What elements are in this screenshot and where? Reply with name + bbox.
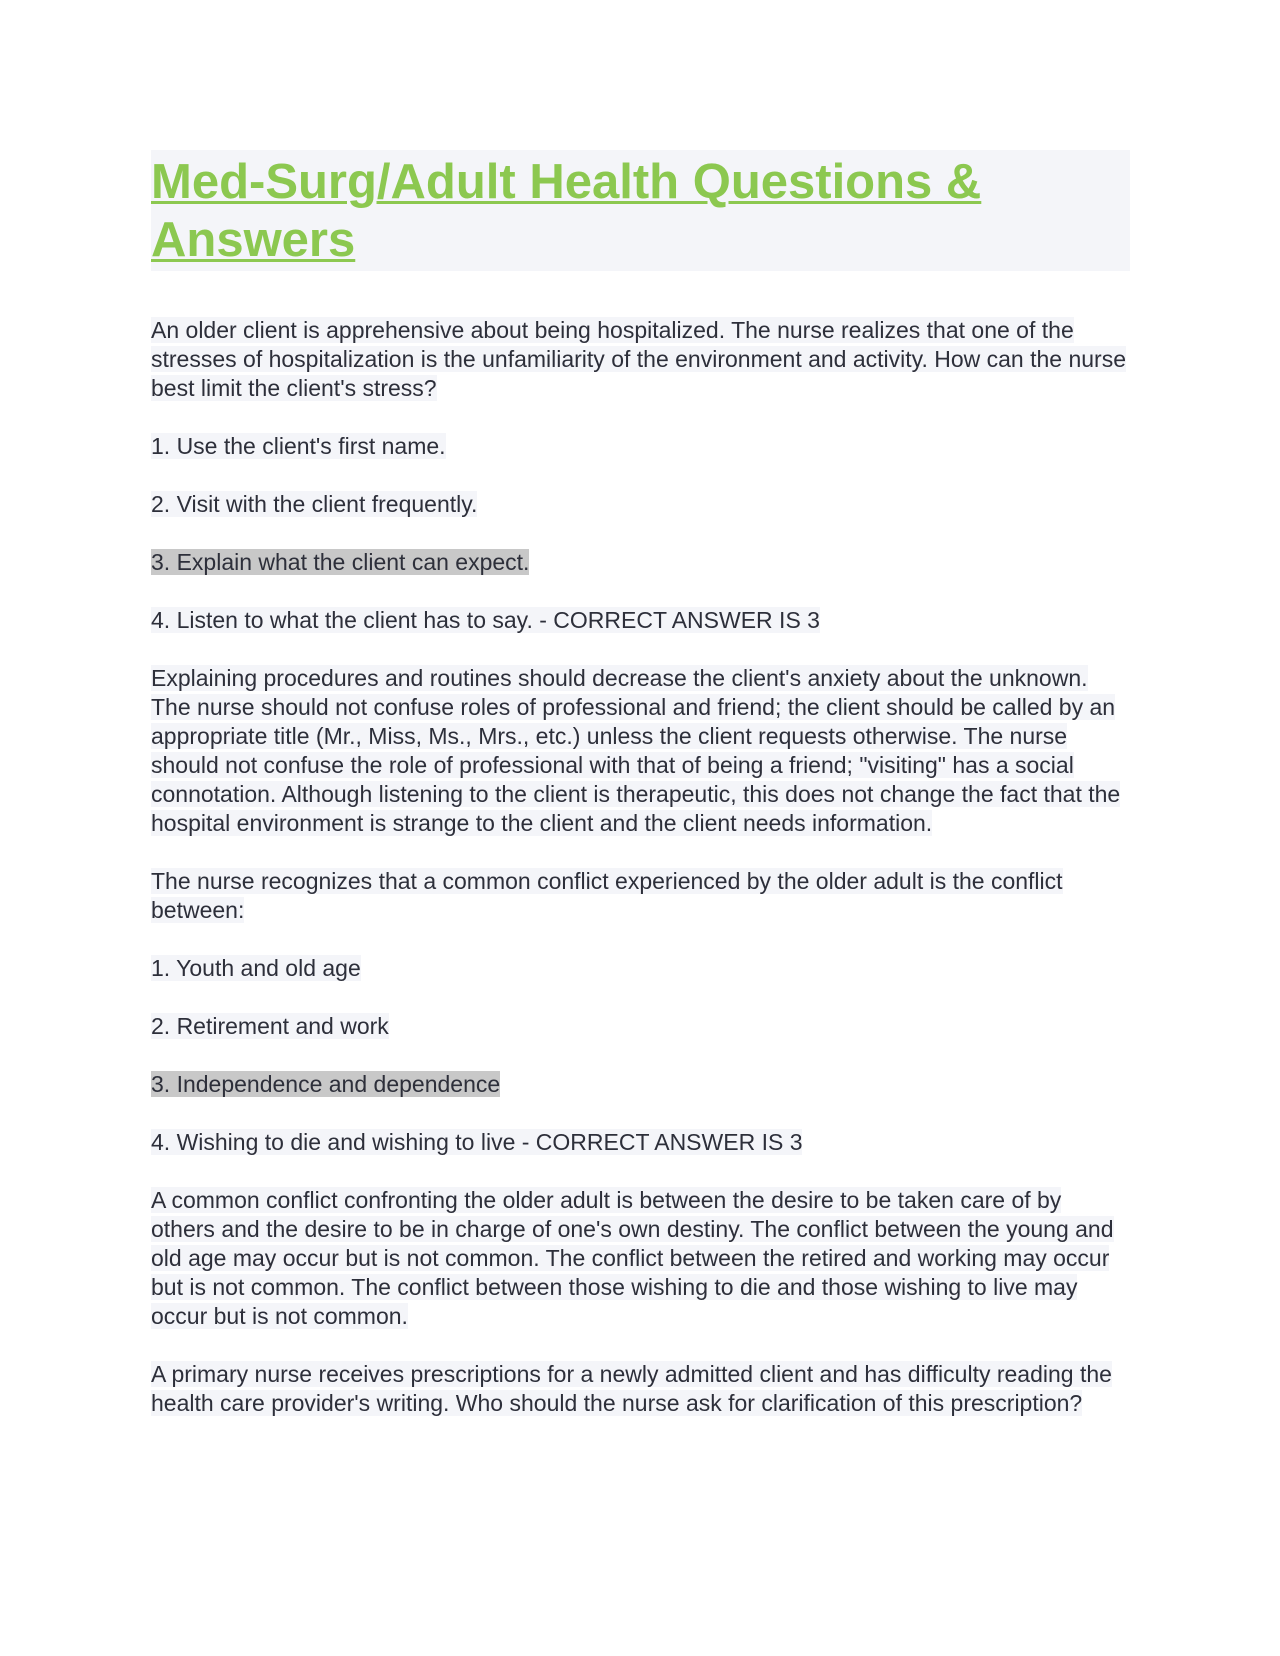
q2-option-4-span: 4. Wishing to die and wishing to live - CORRECT ANSWER IS 3 xyxy=(151,1129,803,1155)
q2-option-3-correct xyxy=(151,1070,1130,1099)
q2-option-4 xyxy=(151,1128,1130,1157)
question-3-span: A primary nurse receives prescriptions for a newly admitted client and has difficulty reading the health care provider's writing. Who should the nurse ask for clarification of this prescription? xyxy=(151,1361,1112,1416)
title-box xyxy=(151,150,1130,271)
q2-option-2-span: 2. Retirement and work xyxy=(151,1013,389,1039)
q2-option-3-span: 3. Independence and dependence xyxy=(151,1071,501,1097)
q1-rationale-span: Explaining procedures and routines should decrease the client's anxiety about the unknown. The nurse should not confuse roles of professional and friend; the client should be called by an appropriate title (Mr., Miss, Ms., Mrs., etc.) unless the client requests otherwise. The nurse should not confuse the role of professional with that of being a friend; "visiting" has a social connotation. Although listening to the client is therapeutic, this does not change the fact that the hospital environment is strange to the client and the client needs information. xyxy=(151,665,1121,836)
q2-rationale-span: A common conflict confronting the older adult is between the desire to be taken care of by others and the desire to be in charge of one's own destiny. The conflict between the young and old age may occur but is not common. The conflict between the retired and working may occur but is not common. The conflict between those wishing to die and those wishing to live may occur but is not common. xyxy=(151,1187,1114,1329)
q1-option-1-span: 1. Use the client's first name. xyxy=(151,433,446,459)
q1-option-1 xyxy=(151,432,1130,461)
question-2-text xyxy=(151,867,1130,925)
q2-option-1-span: 1. Youth and old age xyxy=(151,955,361,981)
q1-option-4 xyxy=(151,606,1130,635)
question-3-text xyxy=(151,1360,1130,1418)
question-2-span: The nurse recognizes that a common conflict experienced by the older adult is the conflict between: xyxy=(151,868,1063,923)
q1-option-2 xyxy=(151,490,1130,519)
q2-option-1 xyxy=(151,954,1130,983)
document-title: Med-Surg/Adult Health Questions & Answers xyxy=(151,155,982,267)
question-1-text xyxy=(151,316,1130,403)
question-1-span: An older client is apprehensive about being hospitalized. The nurse realizes that one of the stresses of hospitalization is the unfamiliarity of the environment and activity. How can the nurse best limit the client's stress? xyxy=(151,317,1126,401)
q2-rationale xyxy=(151,1186,1130,1331)
q1-option-2-span: 2. Visit with the client frequently. xyxy=(151,491,478,517)
q1-option-4-span: 4. Listen to what the client has to say. - CORRECT ANSWER IS 3 xyxy=(151,607,820,633)
q1-option-3-correct xyxy=(151,548,1130,577)
q1-option-3-span: 3. Explain what the client can expect. xyxy=(151,549,530,575)
q2-option-2 xyxy=(151,1012,1130,1041)
q1-rationale xyxy=(151,664,1130,838)
document-page xyxy=(151,150,1130,1447)
